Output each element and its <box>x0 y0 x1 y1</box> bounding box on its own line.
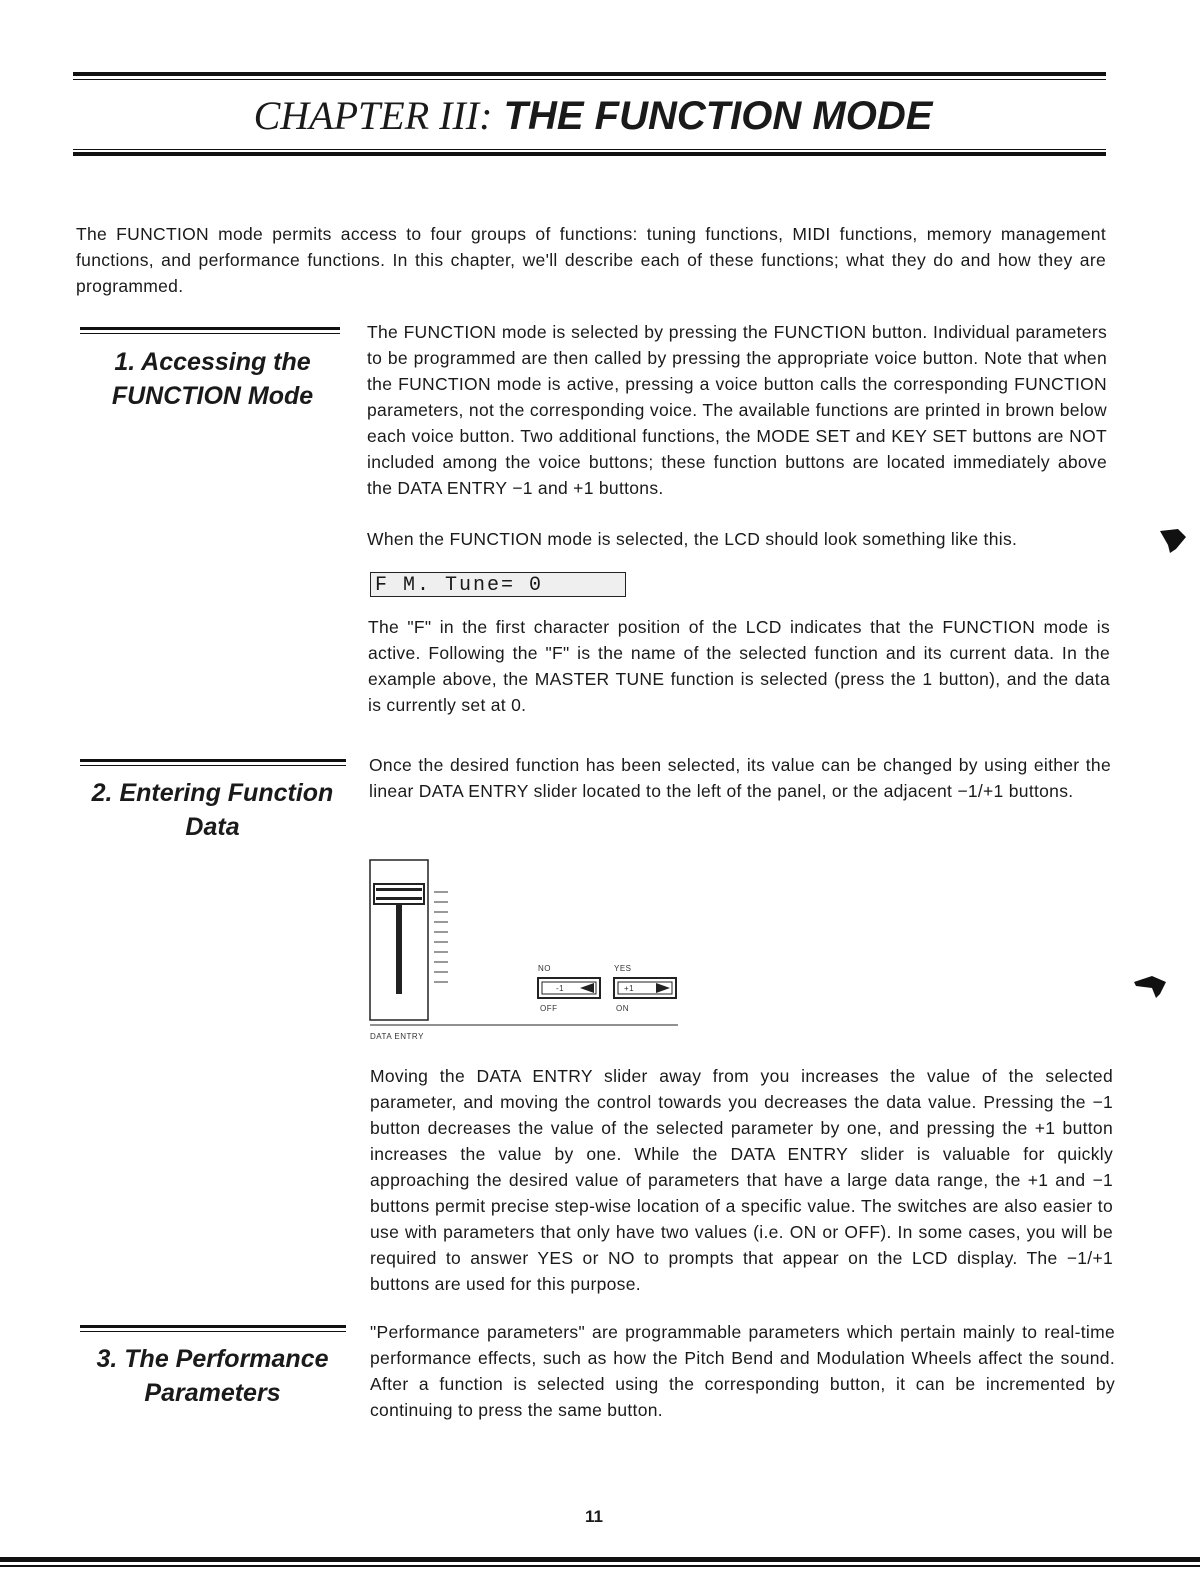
section-1-heading <box>80 345 345 413</box>
off-label: OFF <box>540 1004 558 1013</box>
chapter-name: THE FUNCTION MODE <box>503 94 933 138</box>
on-label: ON <box>616 1004 629 1013</box>
margin-arrow-mark-2 <box>1130 972 1170 1000</box>
slider-scale-ticks <box>434 892 448 982</box>
section-1-paragraph-3: The "F" in the first character position of the LCD indicates that the FUNCTION mode is active. Following the "F" is the name of the selected function and its current data. In the example above, the MASTER TUNE function is selected (press the 1 button), and the data is currently set at 0. <box>368 617 1110 715</box>
header-rule-bottom-thin <box>73 149 1106 150</box>
lcd-display: F M. Tune= 0 <box>370 572 626 597</box>
data-entry-label: DATA ENTRY <box>370 1032 424 1041</box>
section-2-heading <box>80 776 345 844</box>
section-3-heading <box>80 1342 345 1410</box>
slider-knob <box>374 884 424 904</box>
section-2-rule-thin <box>80 765 346 766</box>
section-3-paragraph-1: "Performance parameters" are programmable parameters which pertain mainly to real-time performance effects, such as how the Pitch Bend and Modulation Wheels affect the sound. After a function is selected using the corresponding button, it can be incremented by continuing to press the same button. <box>370 1322 1115 1420</box>
chapter-title <box>78 92 1108 140</box>
no-label: NO <box>538 964 551 973</box>
page-number: 11 <box>585 1507 603 1526</box>
slider-shaft <box>396 904 402 994</box>
footer-rule-thin <box>0 1565 1200 1567</box>
intro-paragraph: The FUNCTION mode permits access to four groups of functions: tuning functions, MIDI functions, memory management functions, and performance functions. In this chapter, we'll describe each of these functions; what they do and how they are programmed. <box>76 224 1106 296</box>
section-1-heading-line1: 1. Accessing the <box>114 348 311 376</box>
section-3-rule-thin <box>80 1331 346 1332</box>
section-2-paragraph-1: Once the desired function has been selected, its value can be changed by using either the linear DATA ENTRY slider located to the left of the panel, or the adjacent −1/+1 buttons. <box>369 755 1111 801</box>
section-1-heading-line2: FUNCTION Mode <box>111 382 314 410</box>
header-rule-bottom <box>73 152 1106 156</box>
section-3-rule <box>80 1325 346 1328</box>
header-rule-top <box>73 72 1106 76</box>
section-2-heading-line2: Data <box>185 813 240 841</box>
chapter-prefix: CHAPTER III: <box>253 93 493 138</box>
section-1-paragraph-1: The FUNCTION mode is selected by pressing the FUNCTION button. Individual parameters to be programmed are then called by pressing the appropriate voice button. Note that when the FUNCTION mode is active, pressing a voice button calls the corresponding FUNCTION parameters, not the corresponding voice. The available functions are printed in brown below each voice button. Two additional functions, the MODE SET and KEY SET buttons are NOT included among the voice buttons; these function buttons are located immediately above the DATA ENTRY −1 and +1 buttons. <box>367 322 1107 498</box>
header-rule-top-thin <box>73 79 1106 80</box>
section-1-rule-thin <box>80 333 340 334</box>
data-entry-diagram <box>366 856 686 1048</box>
section-1-paragraph-2: When the FUNCTION mode is selected, the LCD should look something like this. <box>367 529 1018 549</box>
footer-rule <box>0 1557 1200 1562</box>
section-2-rule <box>80 759 346 762</box>
section-1-rule <box>80 327 340 330</box>
section-3-heading-line2: Parameters <box>144 1379 281 1407</box>
margin-arrow-mark-1 <box>1158 525 1188 555</box>
plus-one-label: +1 <box>624 984 635 993</box>
yes-label: YES <box>614 964 632 973</box>
section-3-heading-line1: 3. The Performance <box>96 1345 329 1373</box>
section-2-paragraph-2: Moving the DATA ENTRY slider away from you increases the value of the selected parameter, and moving the control towards you decreases the data value. Pressing the −1 button decreases the value of the selected parameter by one, and pressing the +1 button increases the value by one. While the DATA ENTRY slider is valuable for quickly approaching the desired value of parameters that have a large data range, the +1 and −1 buttons permit precise step-wise location of a specific value. The switches are also easier to use with parameters that only have two values (i.e. ON or OFF). In some cases, you will be required to answer YES or NO to prompts that appear on the LCD display. The −1/+1 buttons are used for this purpose. <box>370 1066 1113 1294</box>
section-2-heading-line1: 2. Entering Function <box>91 779 334 807</box>
minus-one-label: -1 <box>556 984 565 993</box>
data-entry-figure <box>366 856 686 1048</box>
